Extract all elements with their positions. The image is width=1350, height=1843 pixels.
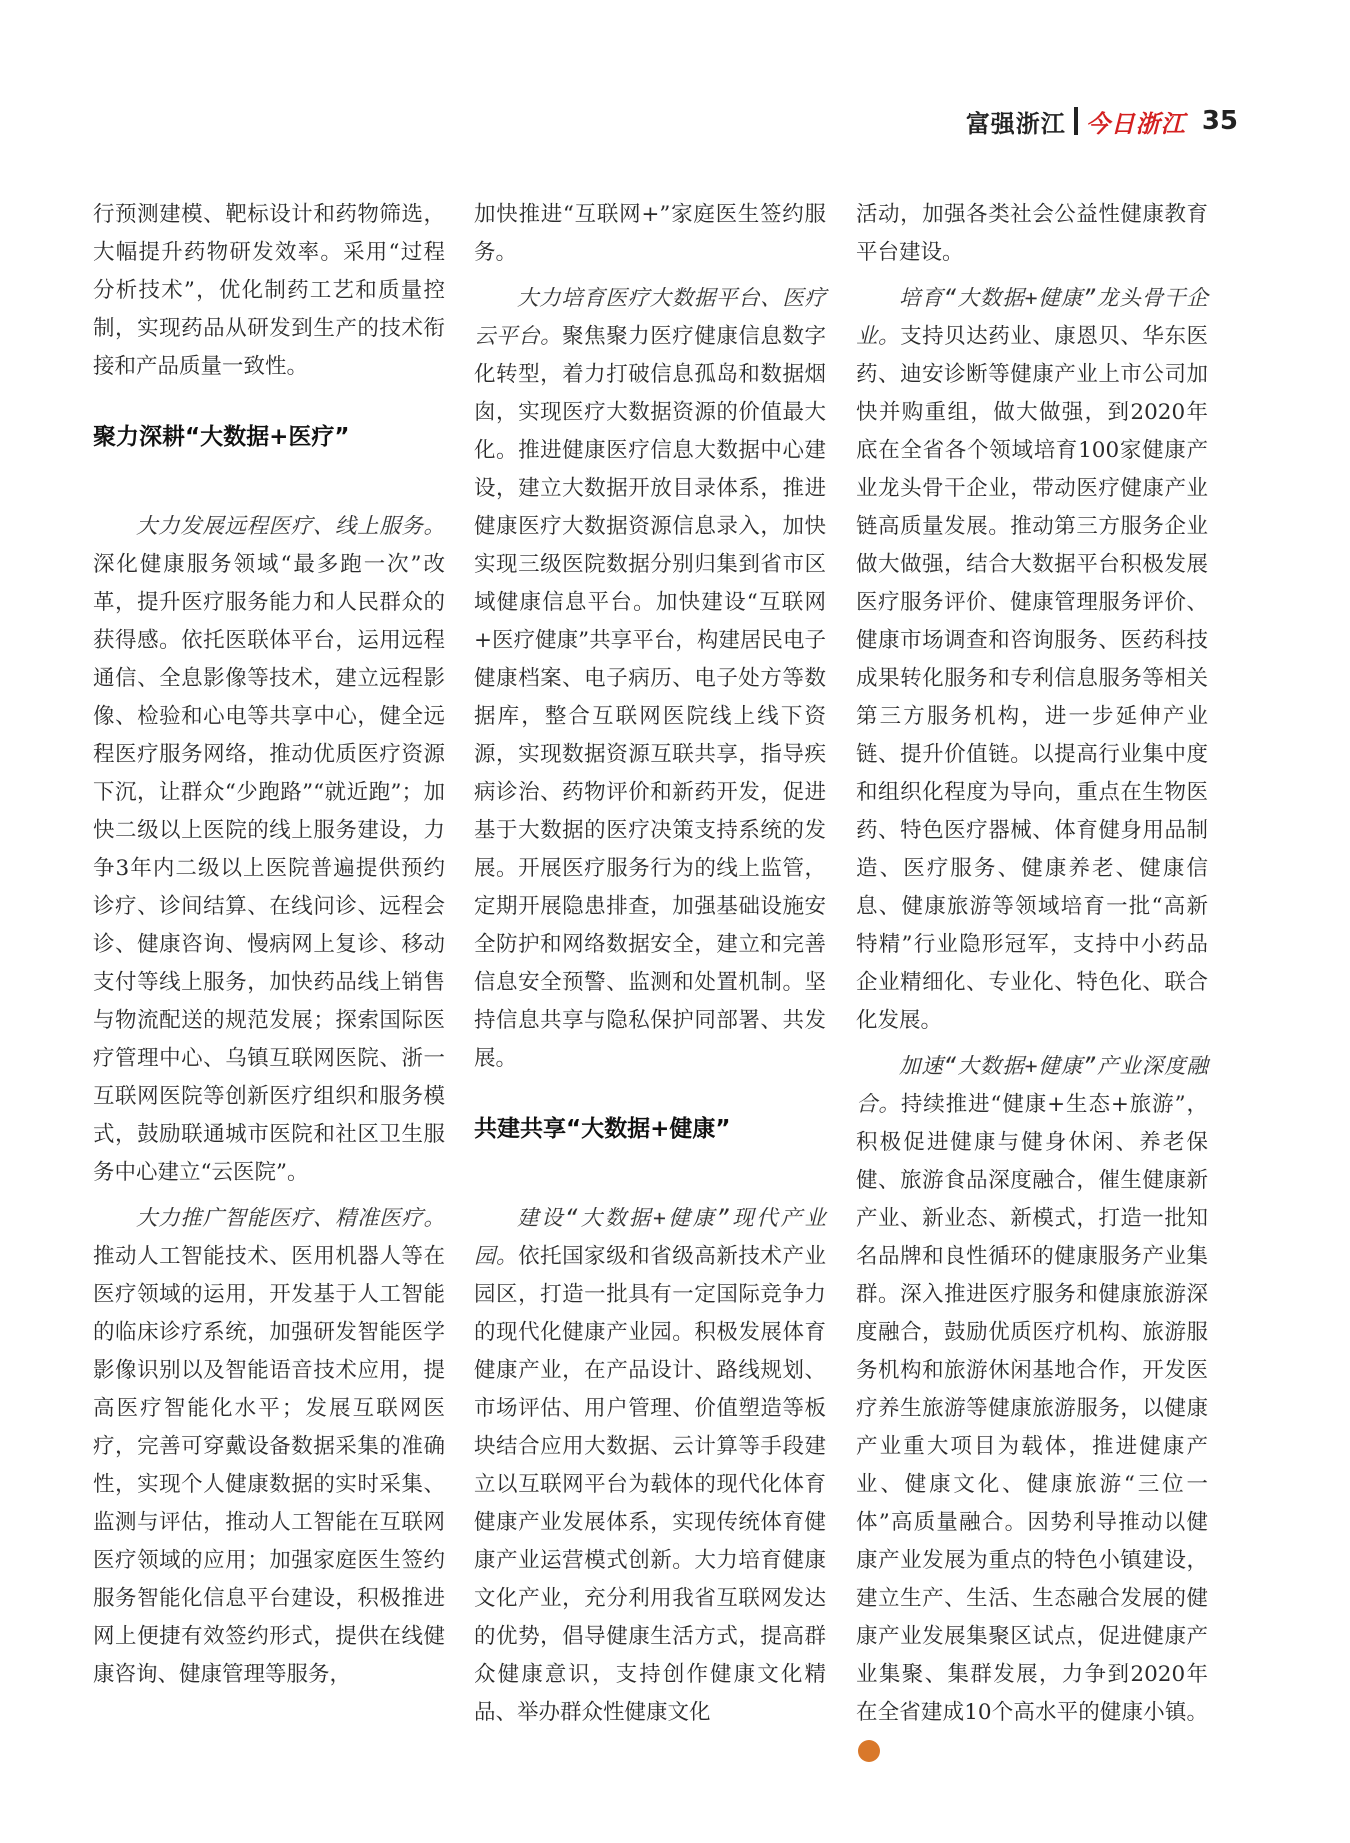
paragraph: 加快推进“互联网+”家庭医生签约服务。: [474, 202, 826, 265]
paragraph: 活动，加强各类社会公益性健康教育平台建设。: [856, 202, 1208, 265]
end-mark-icon: 今: [858, 1740, 880, 1762]
paragraph: [93, 508, 445, 1192]
paragraph-lead: 培育“大数据+健康”龙头骨干企业。: [856, 286, 1208, 349]
paragraph: [93, 1200, 445, 1694]
section-heading: 聚力深耕“大数据+医疗”: [93, 424, 350, 450]
paragraph-body: 聚焦聚力医疗健康信息数字化转型，着力打破信息孤岛和数据烟囱，实现医疗大数据资源的价值最大化。推进健康医疗信息大数据中心建设，建立大数据开放目录体系，推进健康医疗大数据资源信息录入，加快实现三级医院数据分别归集到省市区域健康信息平台。加快建设“互联网+医疗健康”共享平台，构建居民电子健康档案、电子病历、电子处方等数据库，整合互联网医院线上线下资源，实现数据资源互联共享，指导疾病诊治、药物评价和新药开发，促进基于大数据的医疗决策支持系统的发展。开展医疗服务行为的线上监管，定期开展隐患排查，加强基础设施安全防护和网络数据安全，建立和完善信息安全预警、监测和处置机制。坚持信息共享与隐私保护同部署、共发展。: [474, 324, 826, 1071]
column-3: [856, 196, 1208, 1778]
paragraph: [856, 280, 1208, 1040]
magazine-logo: 今日浙江: [1085, 109, 1186, 138]
paragraph-lead: 建设“大数据+健康”现代产业园。: [474, 1206, 826, 1269]
paragraph-lead: 大力发展远程医疗、线上服务。: [136, 514, 445, 539]
page-number: 35: [1201, 106, 1238, 136]
paragraph-body: 依托国家级和省级高新技术产业园区，打造一批具有一定国际竞争力的现代化健康产业园。积极发展体育健康产业，在产品设计、路线规划、市场评估、用户管理、价值塑造等板块结合应用大数据、云计算等手段建立以互联网平台为载体的现代化体育健康产业发展体系，实现传统体育健康产业运营模式创新。大力培育健康文化产业，充分利用我省互联网发达的优势，倡导健康生活方式，提高群众健康意识，支持创作健康文化精品、举办群众性健康文化: [474, 1244, 826, 1725]
paragraph: [474, 280, 826, 1078]
paragraph: [474, 1200, 826, 1732]
paragraph-body: 支持贝达药业、康恩贝、华东医药、迪安诊断等健康产业上市公司加快并购重组，做大做强，到2020年底在全省各个领域培育100家健康产业龙头骨干企业，带动医疗健康产业链高质量发展。推动第三方服务企业做大做强，结合大数据平台积极发展医疗服务评价、健康管理服务评价、健康市场调查和咨询服务、医药科技成果转化服务和专利信息服务等相关第三方服务机构，进一步延伸产业链、提升价值链。以提高行业集中度和组织化程度为导向，重点在生物医药、特色医疗器械、体育健身用品制造、医疗服务、健康养老、健康信息、健康旅游等领域培育一批“高新特精”行业隐形冠军，支持中小药品企业精细化、专业化、特色化、联合化发展。: [856, 324, 1208, 1033]
paragraph-body: 深化健康服务领域“最多跑一次”改革，提升医疗服务能力和人民群众的获得感。依托医联体平台，运用远程通信、全息影像等技术，建立远程影像、检验和心电等共享中心，健全远程医疗服务网络，推动优质医疗资源下沉，让群众“少跑路”“就近跑”；加快二级以上医院的线上服务建设，力争3年内二级以上医院普遍提供预约诊疗、诊间结算、在线问诊、远程会诊、健康咨询、慢病网上复诊、移动支付等线上服务，加快药品线上销售与物流配送的规范发展；探索国际医疗管理中心、乌镇互联网医院、浙一互联网医院等创新医疗组织和服务模式，鼓励联通城市医院和社区卫生服务中心建立“云医院”。: [93, 552, 445, 1185]
section-heading: 共建共享“大数据+健康”: [474, 1116, 731, 1142]
header-divider: [1074, 107, 1078, 135]
paragraph: [856, 1048, 1208, 1770]
column-2: [474, 196, 826, 1740]
paragraph-lead: 大力推广智能医疗、精准医疗。: [136, 1206, 445, 1231]
paragraph-body: 持续推进“健康+生态+旅游”，积极促进健康与健身休闲、养老保健、旅游食品深度融合，催生健康新产业、新业态、新模式，打造一批知名品牌和良性循环的健康服务产业集群。深入推进医疗服务和健康旅游深度融合，鼓励优质医疗机构、旅游服务机构和旅游休闲基地合作，开发医疗养生旅游等健康旅游服务，以健康产业重大项目为载体，推进健康产业、健康文化、健康旅游“三位一体”高质量融合。因势利导推动以健康产业发展为重点的特色小镇建设，建立生产、生活、生态融合发展的健康产业发展集聚区试点，促进健康产业集聚、集群发展，力争到2020年在全省建成10个高水平的健康小镇。: [856, 1092, 1208, 1725]
column-1: [93, 196, 445, 1702]
section-title: 富强浙江: [965, 109, 1066, 138]
paragraph-lead: 大力培育医疗大数据平台、医疗云平台。: [474, 286, 826, 349]
paragraph: 行预测建模、靶标设计和药物筛选，大幅提升药物研发效率。采用“过程分析技术”，优化制药工艺和质量控制，实现药品从研发到生产的技术衔接和产品质量一致性。: [93, 202, 445, 379]
paragraph-lead: 加速“大数据+健康”产业深度融合。: [856, 1054, 1208, 1117]
paragraph-body: 推动人工智能技术、医用机器人等在医疗领域的运用，开发基于人工智能的临床诊疗系统，加强研发智能医学影像识别以及智能语音技术应用，提高医疗智能化水平；发展互联网医疗，完善可穿戴设备数据采集的准确性，实现个人健康数据的实时采集、监测与评估，推动人工智能在互联网医疗领域的应用；加强家庭医生签约服务智能化信息平台建设，积极推进网上便捷有效签约形式，提供在线健康咨询、健康管理等服务，: [93, 1244, 445, 1687]
page-header: [966, 104, 1238, 138]
